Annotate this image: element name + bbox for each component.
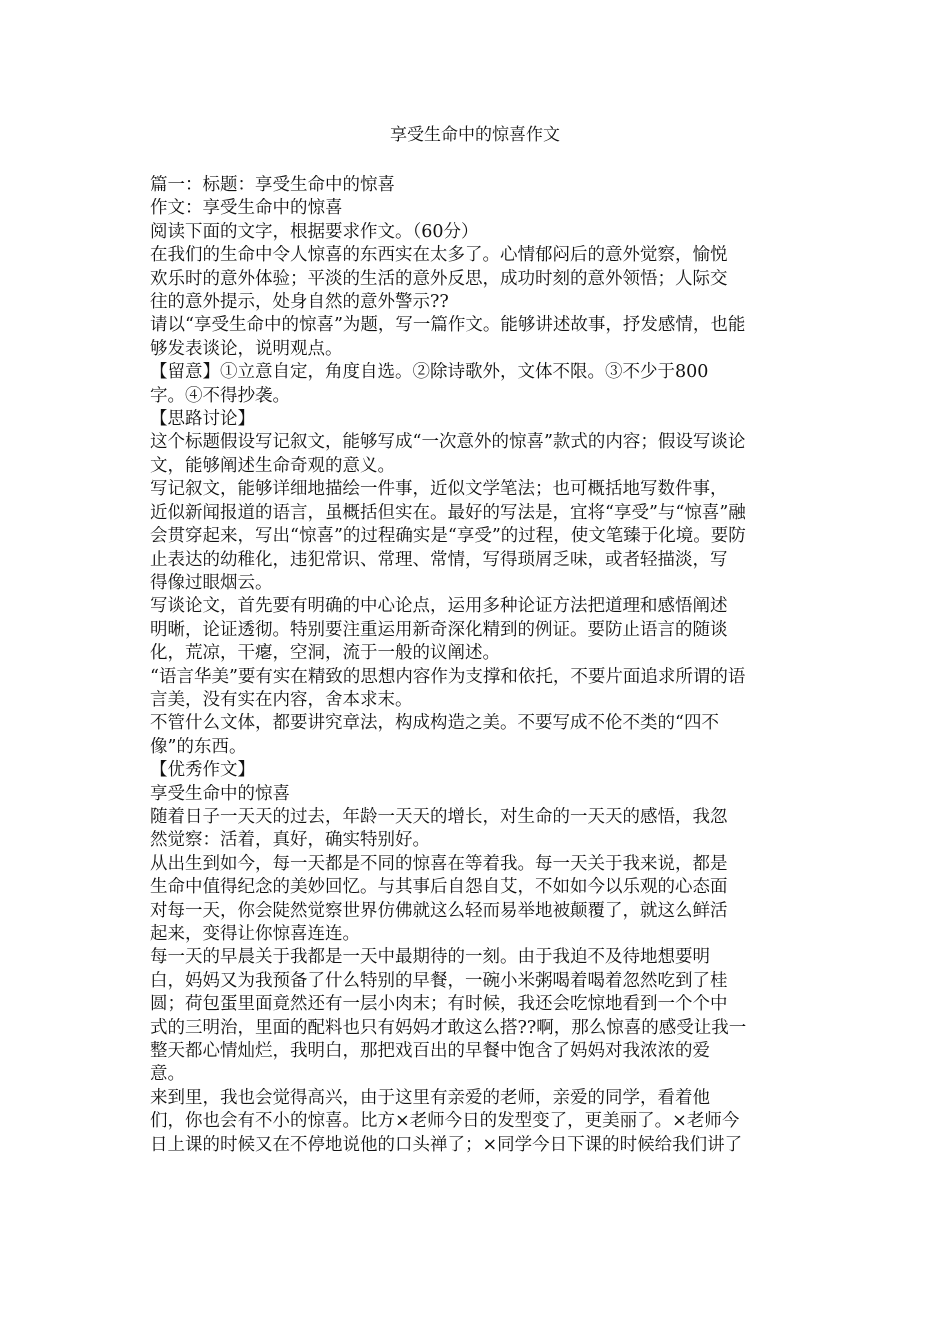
text-line: 像”的东西。 <box>150 736 247 757</box>
text-line: 从出生到如今，每一天都是不同的惊喜在等着我。每一天关于我来说，都是 <box>150 853 728 874</box>
text-line: 们，你也会有不小的惊喜。比方×老师今日的发型变了，更美丽了。×老师今 <box>150 1111 740 1132</box>
text-line: 写谈论文，首先要有明确的中心论点，运用多种论证方法把道理和感悟阐述 <box>150 596 728 617</box>
text-line: 每一天的早晨关于我都是一天中最期待的一刻。由于我迫不及待地想要明 <box>150 947 710 968</box>
text-line: 对每一天，你会陡然觉察世界仿佛就这么轻而易举地被颠覆了，就这么鲜活 <box>150 900 728 921</box>
text-line: 会贯穿起来，写出“惊喜”的过程确实是“享受”的过程，使文笔臻于化境。要防 <box>150 526 746 547</box>
document-title: 享受生命中的惊喜作文 <box>390 125 560 145</box>
text-line: 白，妈妈又为我预备了什么特别的早餐，一碗小米粥喝着喝着忽然吃到了桂 <box>150 970 728 991</box>
text-line: 写记叙文，能够详细地描绘一件事，近似文学笔法；也可概括地写数件事， <box>150 479 728 500</box>
text-line: 字。④不得抄袭。 <box>150 385 290 406</box>
text-line: 享受生命中的惊喜 <box>150 783 290 804</box>
text-line: 生命中值得纪念的美妙回忆。与其事后自怨自艾，不如如今以乐观的心态面 <box>150 877 728 898</box>
text-line: 然觉察：活着，真好，确实特别好。 <box>150 830 430 851</box>
text-line: 日上课的时候又在不停地说他的口头禅了；×同学今日下课的时候给我们讲了 <box>150 1134 743 1155</box>
text-line: 【思路讨论】 <box>150 409 255 430</box>
text-line: 圆；荷包蛋里面竟然还有一层小肉末；有时候，我还会吃惊地看到一个个中 <box>150 994 728 1015</box>
text-line: 够发表谈论，说明观点。 <box>150 338 343 359</box>
text-line: 这个标题假设写记叙文，能够写成“一次意外的惊喜”款式的内容；假设写谈论 <box>150 432 746 453</box>
text-line: 在我们的生命中令人惊喜的东西实在太多了。心情郁闷后的意外觉察，愉悦 <box>150 245 728 266</box>
text-line: “语言华美”要有实在精致的思想内容作为支撑和依托，不要片面追求所谓的语 <box>150 666 746 687</box>
text-line: 得像过眼烟云。 <box>150 572 273 593</box>
text-line: 阅读下面的文字，根据要求作文。（60分） <box>150 221 479 242</box>
text-line: 来到里，我也会觉得高兴，由于这里有亲爱的老师，亲爱的同学，看着他 <box>150 1087 710 1108</box>
text-line: 明晰，论证透彻。特别要注重运用新奇深化精到的例证。要防止语言的随谈 <box>150 619 728 640</box>
text-line: 止表达的幼稚化，违犯常识、常理、常情，写得琐屑乏味，或者轻描淡，写 <box>150 549 728 570</box>
text-line: 文，能够阐述生命奇观的意义。 <box>150 455 395 476</box>
text-line: 起来，变得让你惊喜连连。 <box>150 924 360 944</box>
text-line: 作文：享受生命中的惊喜 <box>150 198 343 219</box>
text-line: 式的三明治，里面的配料也只有妈妈才敢这么搭??啊，那么惊喜的感受让我一 <box>150 1017 747 1038</box>
text-line: 意。 <box>150 1064 185 1085</box>
text-line: 言美，没有实在内容，舍本求末。 <box>150 689 413 710</box>
text-line: 整天都心情灿烂，我明白，那把戏百出的早餐中饱含了妈妈对我浓浓的爱 <box>150 1041 710 1062</box>
text-line: 近似新闻报道的语言，虽概括但实在。最好的写法是，宜将“享受”与“惊喜”融 <box>150 502 746 523</box>
text-line: 请以“享受生命中的惊喜”为题，写一篇作文。能够讲述故事，抒发感情，也能 <box>150 315 746 336</box>
text-line: 篇一：标题：享受生命中的惊喜 <box>150 175 395 195</box>
text-line: 【优秀作文】 <box>150 760 255 781</box>
text-line: 化，荒凉，干瘪，空洞，流于一般的议阐述。 <box>150 643 500 664</box>
document-body <box>150 174 800 1157</box>
text-line: 不管什么文体，都要讲究章法，构成构造之美。不要写成不伦不类的“四不 <box>150 713 719 734</box>
text-line: 欢乐时的意外体验；平淡的生活的意外反思，成功时刻的意外领悟；人际交 <box>150 268 728 289</box>
text-line: 随着日子一天天的过去，年龄一天天的增长，对生命的一天天的感悟，我忽 <box>150 806 728 827</box>
text-line: 往的意外提示，处身自然的意外警示?? <box>150 292 449 313</box>
text-line: 【留意】①立意自定，角度自选。②除诗歌外，文体不限。③不少于800 <box>150 362 709 383</box>
